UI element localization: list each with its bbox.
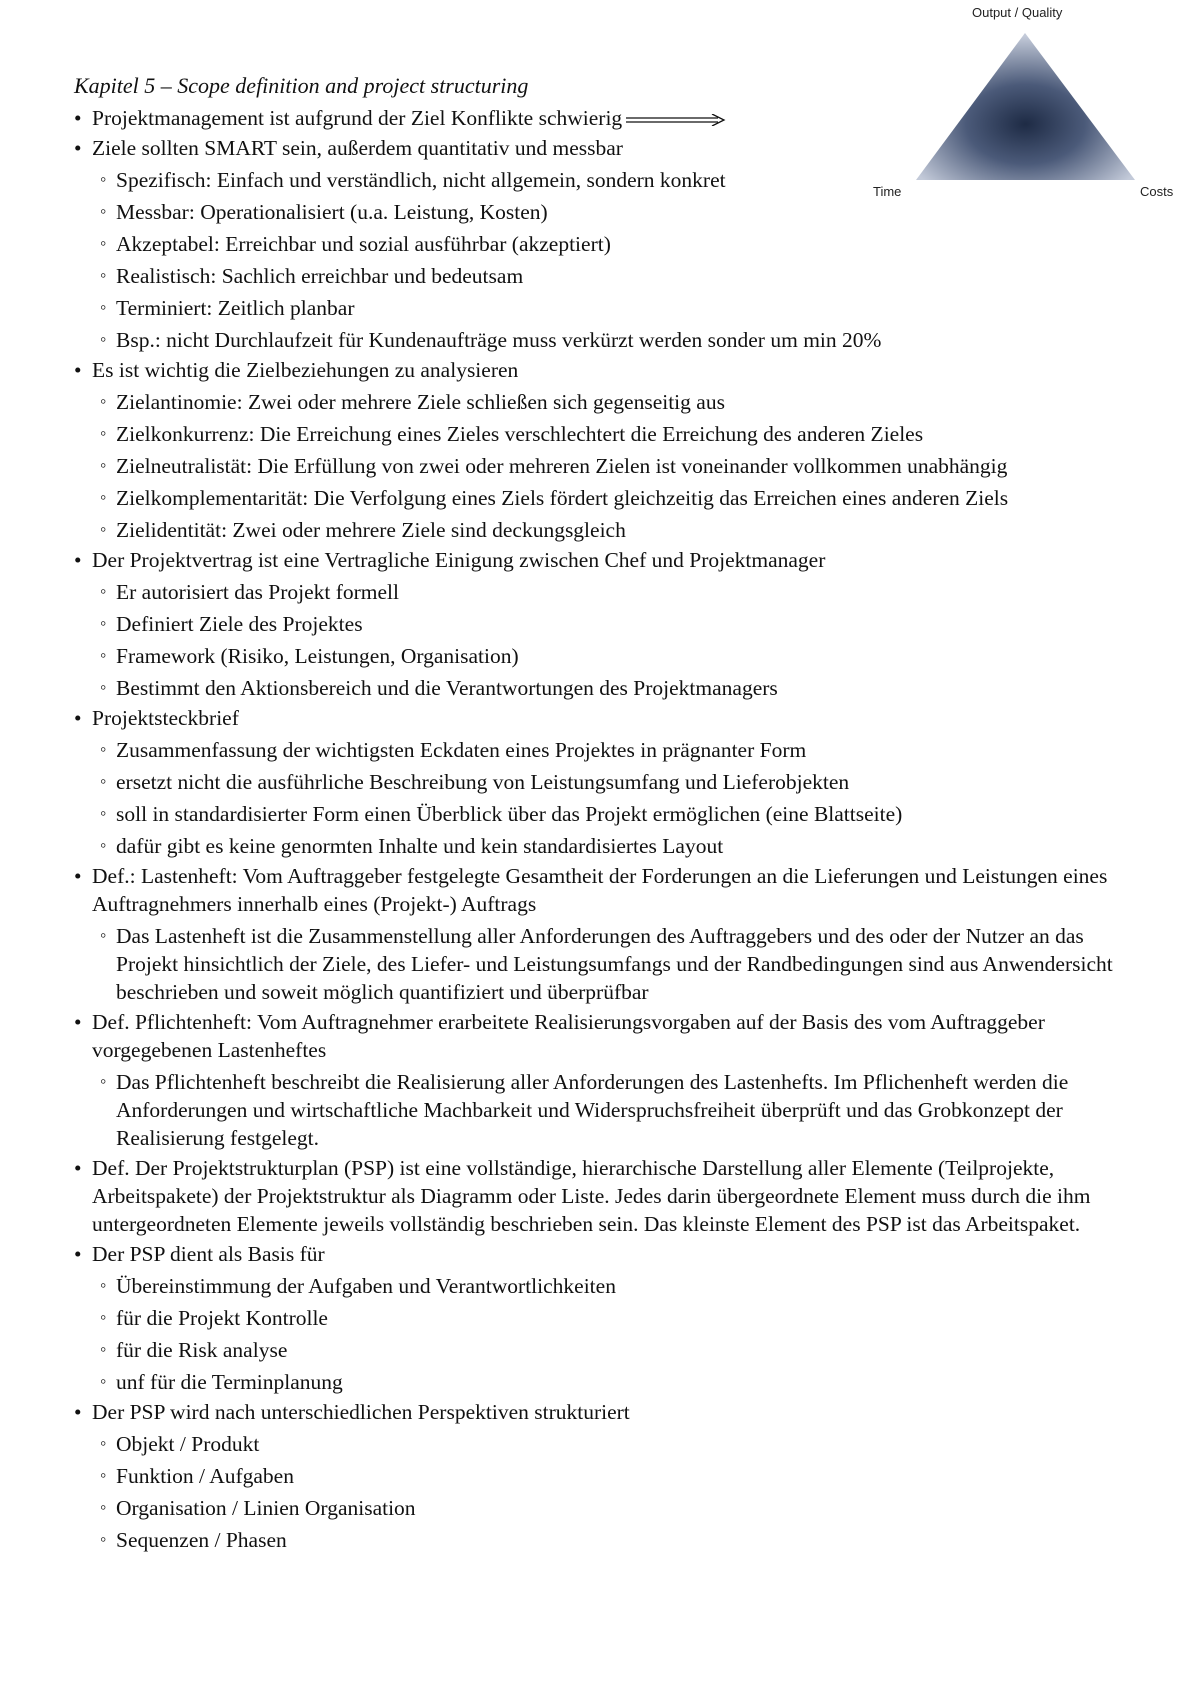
- list-item: [74, 1240, 1134, 1268]
- sub-list-item-text: dafür gibt es keine genormten Inhalte und kein standardisiertes Layout: [116, 834, 724, 858]
- sub-list-item: [74, 420, 1134, 448]
- sub-list-item: [74, 1304, 1134, 1332]
- list-item-text: Projektmanagement ist aufgrund der Ziel Konflikte schwierig: [92, 106, 623, 130]
- sub-list-item-text: Objekt / Produkt: [116, 1432, 260, 1456]
- sub-list-item-text: Funktion / Aufgaben: [116, 1464, 294, 1488]
- sub-list-item: [74, 1272, 1134, 1300]
- list-item: [74, 704, 1134, 732]
- list-item: [74, 356, 1134, 384]
- sub-list-item: [74, 1068, 1134, 1152]
- sub-list-item: [74, 230, 1134, 258]
- triangle-right-label: Costs: [1140, 184, 1174, 199]
- list-item-text: Ziele sollten SMART sein, außerdem quantitativ und messbar: [92, 136, 623, 160]
- sub-list-item: [74, 768, 1134, 796]
- sub-list-item: [74, 388, 1134, 416]
- list-item-text: Def. Pflichtenheft: Vom Auftragnehmer erarbeitete Realisierungsvorgaben auf der Basis des vom Auftraggeber vorgegebenen Lastenheftes: [92, 1010, 1045, 1062]
- sub-list-item-text: Das Lastenheft ist die Zusammenstellung aller Anforderungen des Auftraggebers und des oder der Nutzer an das Projekt hinsichtlich der Ziele, des Liefer- und Leistungsumfangs und der Randbedingungen sind aus Anwendersicht beschrieben und soweit möglich quantifiziert und überprüfbar: [116, 924, 1113, 1004]
- sub-list-item: [74, 800, 1134, 828]
- sub-list-item-text: Messbar: Operationalisiert (u.a. Leistung, Kosten): [116, 200, 548, 224]
- sub-list-item: [74, 642, 1134, 670]
- sub-list-item: [74, 610, 1134, 638]
- sub-list-item-text: Zielneutralistät: Die Erfüllung von zwei oder mehreren Zielen ist voneinander vollkommen unabhängig: [116, 454, 1008, 478]
- sub-list-item-text: Bsp.: nicht Durchlaufzeit für Kundenaufträge muss verkürzt werden sonder um min 20%: [116, 328, 882, 352]
- sub-list-item-text: Übereinstimmung der Aufgaben und Verantwortlichkeiten: [116, 1274, 616, 1298]
- double-arrow-icon: [626, 114, 726, 126]
- sub-list-item: [74, 262, 1134, 290]
- sub-list-item-text: Akzeptabel: Erreichbar und sozial ausführbar (akzeptiert): [116, 232, 611, 256]
- list-item: [74, 134, 1134, 162]
- sub-list-item: [74, 832, 1134, 860]
- sub-list-item-text: Zielkomplementarität: Die Verfolgung eines Ziels fördert gleichzeitig das Erreichen eines anderen Ziels: [116, 486, 1009, 510]
- sub-list-item: [74, 452, 1134, 480]
- document-body: [74, 70, 1134, 1554]
- sub-list-item-text: Zusammenfassung der wichtigsten Eckdaten eines Projektes in prägnanter Form: [116, 738, 807, 762]
- list-item: [74, 1008, 1134, 1064]
- sub-list-item-text: Zielkonkurrenz: Die Erreichung eines Zieles verschlechtert die Erreichung des anderen Zieles: [116, 422, 924, 446]
- sub-list-item-text: Spezifisch: Einfach und verständlich, nicht allgemein, sondern konkret: [116, 168, 726, 192]
- sub-list-item-text: Das Pflichtenheft beschreibt die Realisierung aller Anforderungen des Lastenhefts. Im Pflichenheft werden die Anforderungen und wirtschaftliche Machbarkeit und Widerspruchsfreiheit überprüft und das Grobkonzept der Realisierung festgelegt.: [116, 1070, 1069, 1150]
- sub-list-item: [74, 674, 1134, 702]
- sub-list-item-text: Terminiert: Zeitlich planbar: [116, 296, 355, 320]
- list-item-text: Der PSP wird nach unterschiedlichen Perspektiven strukturiert: [92, 1400, 630, 1424]
- sub-list-item: [74, 166, 1134, 194]
- list-item: [74, 546, 1134, 574]
- sub-list-item: [74, 1368, 1134, 1396]
- sub-list-item-text: Er autorisiert das Projekt formell: [116, 580, 400, 604]
- list-item-text: Def.: Lastenheft: Vom Auftraggeber festgelegte Gesamtheit der Forderungen an die Lieferungen und Leistungen eines Auftragnehmers innerhalb eines (Projekt-) Auftrags: [92, 864, 1108, 916]
- list-item: [74, 1154, 1134, 1238]
- sub-list-item-text: soll in standardisierter Form einen Überblick über das Projekt ermöglichen (eine Blattseite): [116, 802, 903, 826]
- list-item: [74, 1398, 1134, 1426]
- sub-list-item: [74, 484, 1134, 512]
- sub-list-item: [74, 578, 1134, 606]
- sub-list-item: [74, 1430, 1134, 1458]
- list-item-text: Der Projektvertrag ist eine Vertragliche Einigung zwischen Chef und Projektmanager: [92, 548, 826, 572]
- sub-list-item-text: Bestimmt den Aktionsbereich und die Verantwortungen des Projektmanagers: [116, 676, 778, 700]
- list-item-text: Projektsteckbrief: [92, 706, 239, 730]
- sub-list-item-text: für die Risk analyse: [116, 1338, 288, 1362]
- sub-list-item-text: Zielidentität: Zwei oder mehrere Ziele sind deckungsgleich: [116, 518, 626, 542]
- sub-list-item-text: ersetzt nicht die ausführliche Beschreibung von Leistungsumfang und Lieferobjekten: [116, 770, 850, 794]
- triangle-top-label: Output / Quality: [972, 5, 1063, 20]
- chapter-title: Kapitel 5 – Scope definition and project structuring: [74, 73, 529, 98]
- sub-list-item-text: Sequenzen / Phasen: [116, 1528, 287, 1552]
- sub-list-item-text: Definiert Ziele des Projektes: [116, 612, 363, 636]
- sub-list-item-text: Realistisch: Sachlich erreichbar und bedeutsam: [116, 264, 524, 288]
- sub-list-item: [74, 326, 1134, 354]
- sub-list-item: [74, 1462, 1134, 1490]
- sub-list-item-text: Zielantinomie: Zwei oder mehrere Ziele schließen sich gegenseitig aus: [116, 390, 725, 414]
- sub-list-item: [74, 516, 1134, 544]
- sub-list-item-text: Organisation / Linien Organisation: [116, 1496, 416, 1520]
- sub-list-item: [74, 1526, 1134, 1554]
- sub-list-item-text: Framework (Risiko, Leistungen, Organisation): [116, 644, 519, 668]
- list-item-text: Def. Der Projektstrukturplan (PSP) ist eine vollständige, hierarchische Darstellung aller Elemente (Teilprojekte, Arbeitspakete) der Projektstruktur als Diagramm oder Liste. Jedes darin übergeordnete Element muss durch die ihm untergeordneten Elemente jeweils vollständig beschrieben sein. Das kleinste Element des PSP ist das Arbeitspaket.: [92, 1156, 1091, 1236]
- bullet-list: [74, 104, 1134, 1554]
- sub-list-item-text: für die Projekt Kontrolle: [116, 1306, 328, 1330]
- list-item-text: Es ist wichtig die Zielbeziehungen zu analysieren: [92, 358, 519, 382]
- list-item: [74, 104, 1134, 132]
- sub-list-item-text: unf für die Terminplanung: [116, 1370, 343, 1394]
- triangle-left-label: Time: [873, 184, 902, 199]
- list-item-text: Der PSP dient als Basis für: [92, 1242, 325, 1266]
- sub-list-item: [74, 1336, 1134, 1364]
- list-item: [74, 862, 1134, 918]
- sub-list-item: [74, 294, 1134, 322]
- sub-list-item: [74, 1494, 1134, 1522]
- sub-list-item: [74, 198, 1134, 226]
- sub-list-item: [74, 922, 1134, 1006]
- sub-list-item: [74, 736, 1134, 764]
